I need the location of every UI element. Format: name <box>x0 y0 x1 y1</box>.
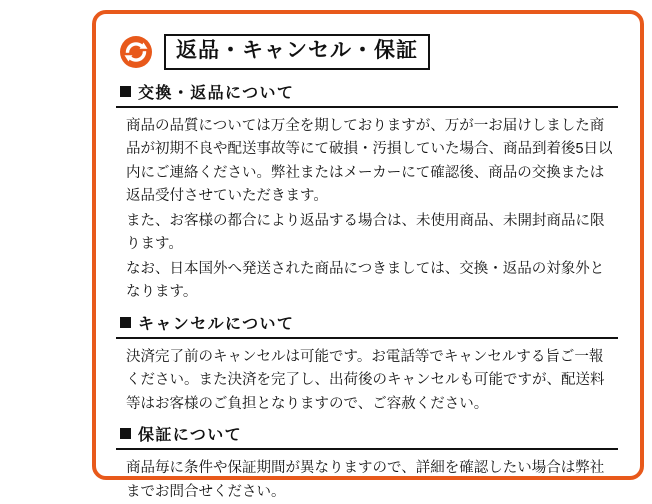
page-title <box>164 34 430 69</box>
paragraph: 商品の品質については万全を期しておりますが、万が一お届けしました商品が初期不良や配送事故等にて破損・汚損していた場合、商品到着後5日以内にご連絡ください。弊社またはメーカーにて確認後、商品の交換または返品受付させていただきます。 <box>126 118 613 205</box>
section-cancel <box>116 311 618 416</box>
section-heading-exchange-return <box>116 80 618 108</box>
section-exchange-return <box>116 80 618 305</box>
policy-card-content <box>96 14 640 500</box>
policy-header <box>118 34 618 70</box>
refresh-icon <box>118 34 154 70</box>
paragraph: 決済完了前のキャンセルは可能です。お電話等でキャンセルする旨ご一報ください。また決済を完了し、出荷後のキャンセルも可能ですが、配送料等はお客様のご負担となりますので、ご容赦ください。 <box>126 348 605 412</box>
paragraph: なお、日本国外へ発送された商品につきましては、交換・返品の対象外となります。 <box>126 260 605 301</box>
square-bullet-icon <box>120 317 131 328</box>
section-warranty <box>116 422 618 504</box>
section-heading-warranty <box>116 422 618 450</box>
policy-card <box>92 10 644 500</box>
section-heading-text: 保証について <box>138 427 243 445</box>
square-bullet-icon <box>120 86 131 97</box>
paragraph: また、お客様の都合により返品する場合は、未使用商品、未開封商品に限ります。 <box>126 212 605 253</box>
square-bullet-icon <box>120 428 131 439</box>
paragraph: 商品毎に条件や保証期間が異なりますので、詳細を確認したい場合は弊社までお問合せください。 <box>126 460 605 500</box>
section-heading-text: 交換・返品について <box>138 85 295 102</box>
page-title-text: 返品・キャンセル・保証 <box>176 39 418 63</box>
section-heading-cancel <box>116 311 618 339</box>
section-heading-text: キャンセルについて <box>138 315 295 333</box>
